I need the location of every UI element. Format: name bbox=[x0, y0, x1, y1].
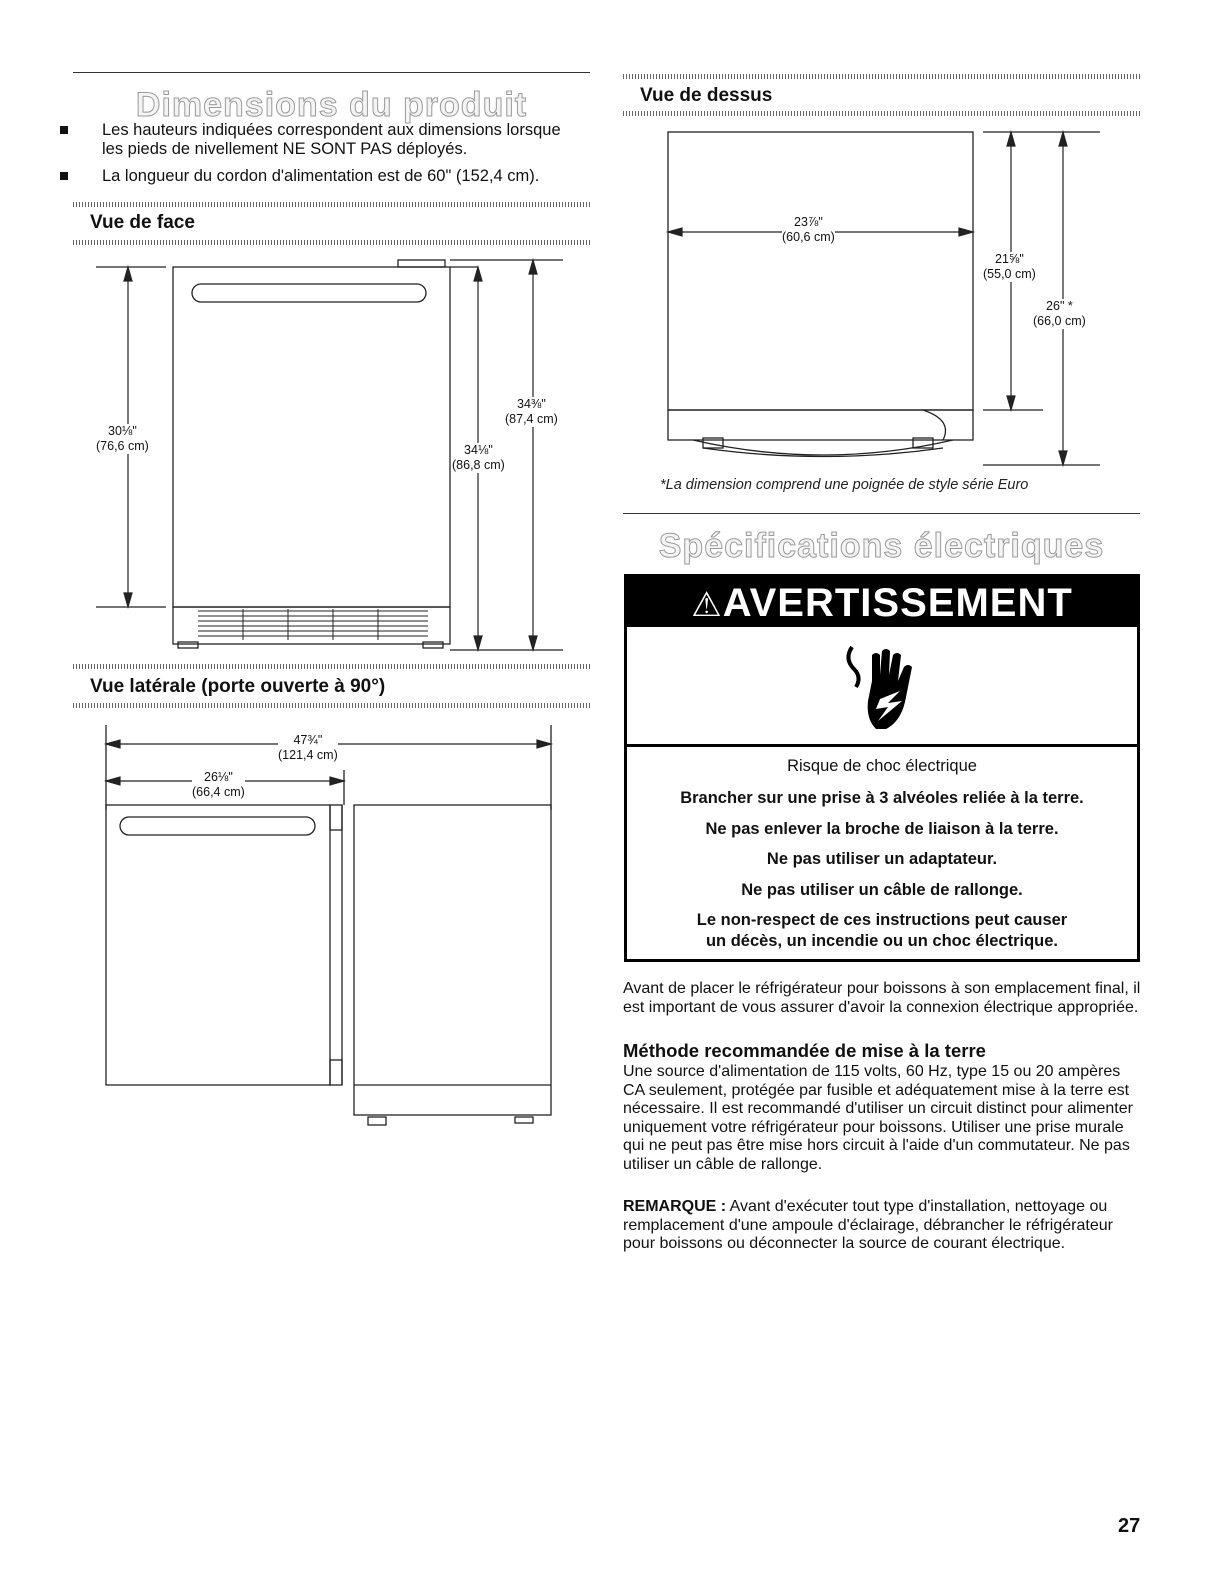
front-view-title: Vue de face bbox=[90, 212, 195, 233]
bullet-square-icon bbox=[60, 126, 68, 134]
shock-hazard-symbol bbox=[627, 627, 1137, 747]
side-view-diagram bbox=[90, 715, 570, 1165]
warning-header: ⚠AVERTISSEMENT bbox=[627, 577, 1137, 627]
dim-top-depth-handle: 26" * (66,0 cm) bbox=[1033, 299, 1086, 328]
dim-side-partial: 26⅛" (66,4 cm) bbox=[192, 770, 245, 799]
front-view-diagram bbox=[73, 250, 593, 660]
warning-line-risk: Risque de choc électrique bbox=[787, 757, 977, 775]
warning-triangle-icon: ⚠ bbox=[691, 586, 723, 624]
dim-side-total: 47¾" (121,4 cm) bbox=[278, 733, 338, 762]
note-text: Avant d'exécuter tout type d'installation, nettoyage ou remplacement d'une ampoule d'éclairage, débrancher le réfrigérateur pour boissons ou déconnecter la source de courant électrique. bbox=[623, 1198, 1113, 1252]
top-view-title: Vue de dessus bbox=[640, 85, 773, 106]
dim-height-body: 30⅛" (76,6 cm) bbox=[96, 424, 149, 453]
warning-line-consequence-1: Le non-respect de ces instructions peut causer bbox=[696, 911, 1068, 929]
dim-height-total: 34⅜" (87,4 cm) bbox=[505, 397, 558, 426]
top-view-footnote: *La dimension comprend une poignée de style série Euro bbox=[660, 477, 1029, 493]
warning-line-extension: Ne pas utiliser un câble de rallonge. bbox=[741, 881, 1023, 899]
warning-line-consequence-2: un décès, un incendie ou un choc électrique. bbox=[705, 932, 1059, 950]
note-paragraph bbox=[623, 1198, 1143, 1254]
grounding-title: Méthode recommandée de mise à la terre bbox=[623, 1040, 986, 1061]
grounding-paragraph: Une source d'alimentation de 115 volts, 60 Hz, type 15 ou 20 ampères CA seulement, protégée par fusible et adéquatement mise à la terre est nécessaire. Il est recommandé d'utiliser un circuit distinct pour alimenter uniquement votre réfrigérateur pour boissons. Utiliser une prise murale qui ne peut pas être mise hors circuit à l'aide d'un commutateur. Ne pas utiliser un câble de rallonge. bbox=[623, 1063, 1133, 1173]
electric-shock-hand-icon bbox=[842, 641, 932, 736]
bullet-heights: Les hauteurs indiquées correspondent aux dimensions lorsque les pieds de nivellement NE SONT PAS déployés. bbox=[102, 121, 582, 159]
bullet-cord-length: La longueur du cordon d'alimentation est de 60" (152,4 cm). bbox=[102, 167, 582, 186]
intro-paragraph: Avant de placer le réfrigérateur pour boissons à son emplacement final, il est important de vous assurer d'avoir la connexion électrique appropriée. bbox=[623, 980, 1141, 1016]
warning-line-adapter: Ne pas utiliser un adaptateur. bbox=[766, 850, 998, 868]
dim-top-width: 23⅞" (60,6 cm) bbox=[782, 215, 835, 244]
note-label: REMARQUE : bbox=[623, 1198, 727, 1215]
top-view-diagram bbox=[623, 120, 1143, 470]
warning-box bbox=[624, 574, 1140, 962]
warning-line-outlet: Brancher sur une prise à 3 alvéoles reliée à la terre. bbox=[680, 789, 1084, 807]
page-number: 27 bbox=[1118, 1515, 1141, 1537]
dim-height-inner: 34⅛" (86,8 cm) bbox=[452, 443, 505, 472]
section-title-electrical: Spécifications électriques bbox=[658, 527, 1105, 565]
section-title-dimensions: Dimensions du produit bbox=[135, 86, 528, 124]
side-view-title: Vue latérale (porte ouverte à 90°) bbox=[90, 676, 386, 697]
dim-top-depth: 21⅝" (55,0 cm) bbox=[983, 252, 1036, 281]
warning-line-ground-pin: Ne pas enlever la broche de liaison à la terre. bbox=[705, 820, 1059, 838]
bullet-square-icon bbox=[60, 172, 68, 180]
